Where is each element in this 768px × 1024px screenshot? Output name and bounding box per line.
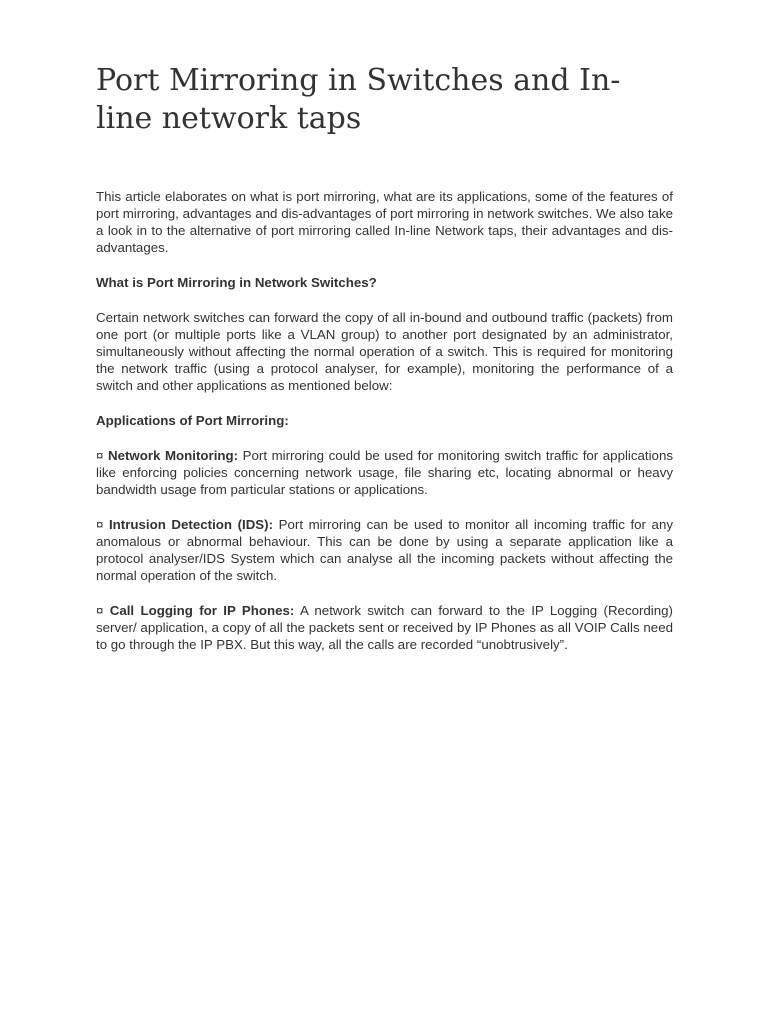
section-heading-applications: Applications of Port Mirroring: [96, 413, 289, 428]
bullet-marker: ¤ [96, 517, 104, 532]
bullet-marker: ¤ [96, 448, 104, 463]
section-heading-what-is: What is Port Mirroring in Network Switches? [96, 275, 377, 290]
document-title: Port Mirroring in Switches and In-line network taps [96, 63, 621, 136]
application-term: Network Monitoring: [107, 448, 239, 463]
application-item-network-monitoring [96, 447, 673, 498]
intro-paragraph: This article elaborates on what is port mirroring, what are its applications, some of the features of port mirroring, advantages and dis-advantages of port mirroring in network switches. We also take a look in to the alternative of port mirroring called In-line Network taps, their advantages and dis-advantages. [96, 189, 673, 255]
document-page [96, 62, 673, 671]
application-text: Port mirroring could be used for monitoring switch traffic for applications like enforcing policies concerning network usage, file sharing etc, locating abnormal or heavy bandwidth usage from particular stations or applications. [96, 448, 673, 497]
application-item-call-logging [96, 602, 673, 653]
bullet-marker: ¤ [96, 603, 104, 618]
application-text: A network switch can forward to the IP Logging (Recording) server/ application, a copy of all the packets sent or received by IP Phones as all VOIP Calls need to go through the IP PBX. But this way, all the calls are recorded “unobtrusively”. [96, 603, 673, 652]
application-term: Intrusion Detection (IDS): [108, 517, 274, 532]
application-item-intrusion-detection [96, 516, 673, 584]
application-term: Call Logging for IP Phones: [109, 603, 295, 618]
section-body-what-is: Certain network switches can forward the copy of all in-bound and outbound traffic (packets) from one port (or multiple ports like a VLAN group) to another port designated by an administrator, simultaneously without affecting the normal operation of a switch. This is required for monitoring the network traffic (using a protocol analyser, for example), monitoring the performance of a switch and other applications as mentioned below: [96, 310, 673, 393]
application-text: Port mirroring can be used to monitor all incoming traffic for any anomalous or abnormal behaviour. This can be done by using a separate application like a protocol analyser/IDS System which can analyse all the incoming packets without affecting the normal operation of the switch. [96, 517, 673, 583]
